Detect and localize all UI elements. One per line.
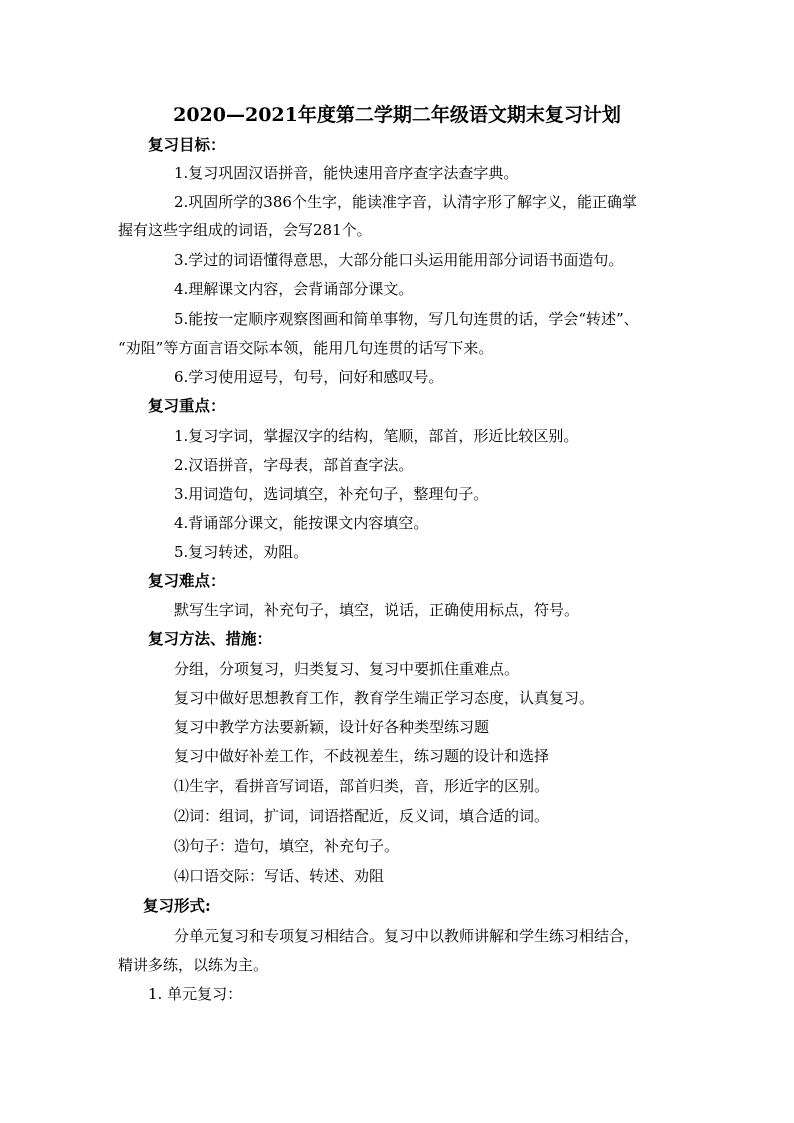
goals-heading: 复习目标：	[148, 135, 226, 154]
goal-item-2-cont: 握有这些字组成的词语，会写281个。	[118, 221, 372, 239]
goal-item-3: 3.学过的词语懂得意思，大部分能口头运用能用部分词语书面造句。	[174, 251, 624, 269]
key-point-item-1: 1.复习字词，掌握汉字的结构，笔顺，部首，形近比较区别。	[174, 427, 579, 445]
method-item-3: 复习中教学方法要新颖，设计好各种类型练习题	[174, 718, 490, 736]
form-item-1: 分单元复习和专项复习相结合。复习中以教师讲解和学生练习相结合，	[174, 927, 640, 945]
goal-item-4: 4.理解课文内容，会背诵部分课文。	[174, 280, 414, 298]
method-item-5: ⑴生字，看拼音写词语，部首归类，音，形近字的区别。	[174, 777, 550, 795]
method-item-2: 复习中做好思想教育工作，教育学生端正学习态度，认真复习。	[174, 689, 595, 707]
goal-item-5: 5.能按一定顺序观察图画和简单事物，写几句连贯的话，学会“转述”、	[174, 310, 639, 328]
method-item-4: 复习中做好补差工作，不歧视差生，练习题的设计和选择	[174, 747, 550, 765]
methods-heading: 复习方法、措施：	[148, 629, 273, 648]
key-point-item-2: 2.汉语拼音，字母表，部首查字法。	[174, 456, 414, 474]
goal-item-2: 2.巩固所学的386个生字，能读准字音，认清字形了解字义，能正确掌	[174, 193, 637, 211]
key-point-item-5: 5.复习转述，劝阻。	[174, 543, 309, 561]
key-point-item-3: 3.用词造句，选词填空，补充句子，整理句子。	[174, 485, 489, 503]
document-title: 2020—2021年度第二学期二年级语文期末复习计划	[173, 104, 621, 126]
difficulties-heading: 复习难点：	[148, 571, 226, 590]
method-item-8: ⑷口语交际：写话、转述、劝阻	[174, 867, 385, 885]
goal-item-1: 1.复习巩固汉语拼音，能快速用音序查字法查字典。	[174, 164, 519, 182]
goal-item-5-cont: “劝阻”等方面言语交际本领，能用几句连贯的话写下来。	[118, 339, 494, 357]
key-points-heading: 复习重点：	[148, 396, 226, 415]
form-item-1-cont: 精讲多练，以练为主。	[118, 956, 269, 974]
method-item-6: ⑵词：组词，扩词，词语搭配近，反义词，填合适的词。	[174, 807, 550, 825]
unit-review-heading: 1. 单元复习：	[148, 985, 243, 1003]
key-point-item-4: 4.背诵部分课文，能按课文内容填空。	[174, 514, 429, 532]
goal-item-6: 6.学习使用逗号，句号，问好和感叹号。	[174, 368, 444, 386]
forms-heading: 复习形式:	[143, 896, 211, 915]
difficulty-item-1: 默写生字词，补充句子，填空，说话，正确使用标点，符号。	[174, 601, 580, 619]
method-item-7: ⑶句子：造句，填空，补充句子。	[174, 837, 400, 855]
method-item-1: 分组，分项复习，归类复习、复习中要抓住重难点。	[174, 660, 520, 678]
